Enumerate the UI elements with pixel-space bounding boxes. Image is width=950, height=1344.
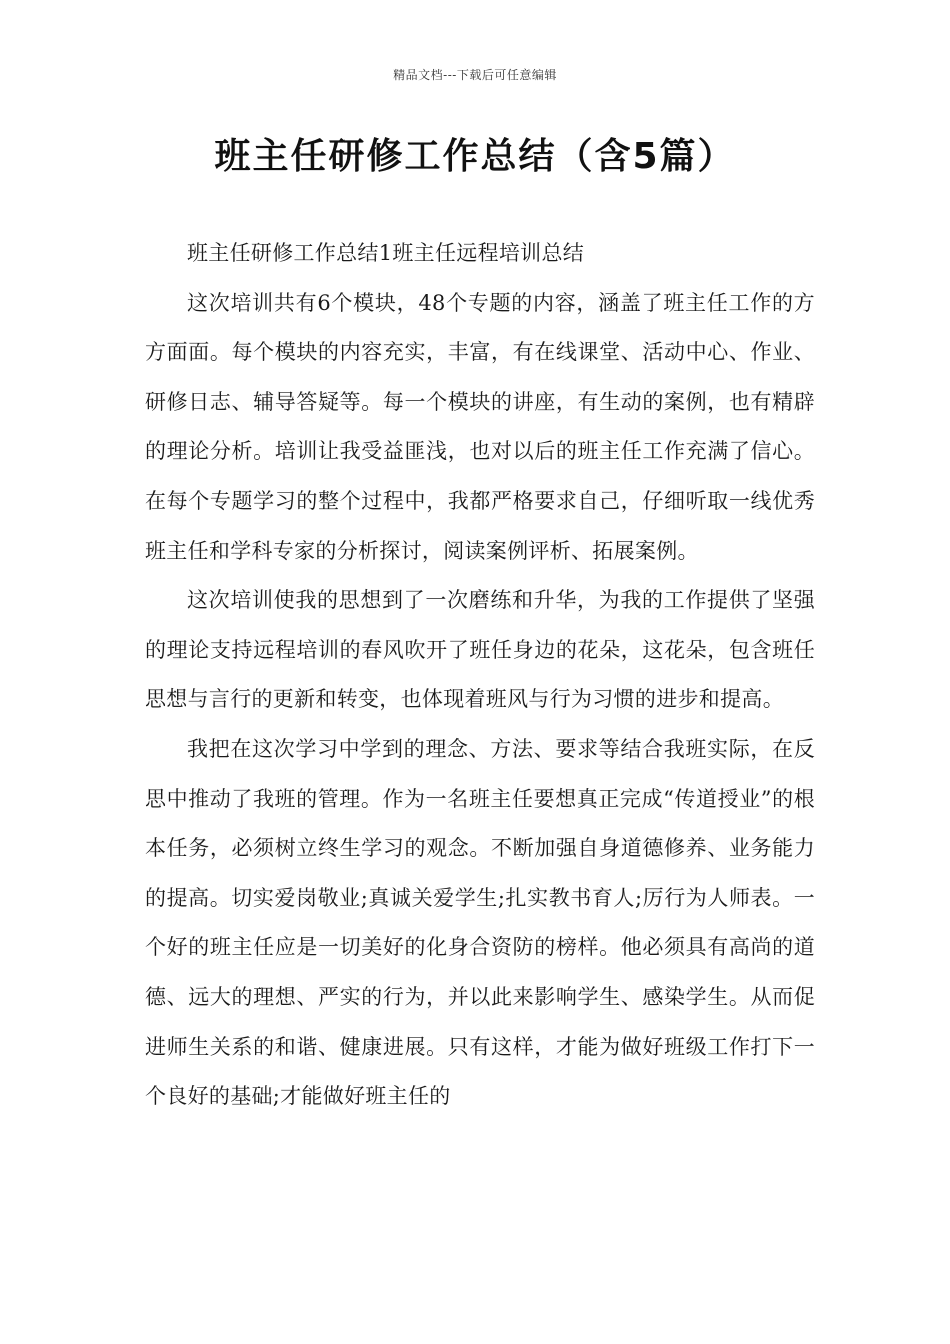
paragraph-subtitle: 班主任研修工作总结1班主任远程培训总结 bbox=[187, 241, 585, 265]
paragraph-3: 我把在这次学习中学到的理念、方法、要求等结合我班实际，在反思中推动了我班的管理。作为一名班主任要想真正完成“传道授业”的根本任务，必须树立终生学习的观念。不断加强自身道德修养、业务能力的提高。切实爱岗敬业;真诚关爱学生;扎实教书育人;厉行为人师表。一个好的班主任应是一切美好的化身合资防的榜样。他必须具有高尚的道德、远大的理想、严实的行为，并以此来影响学生、感染学生。从而促进师生关系的和谐、健康进展。只有这样，才能为做好班级工作打下一个良好的基础;才能做好班主任的 bbox=[145, 736, 815, 1109]
paragraph-1: 这次培训共有6个模块，48个专题的内容，涵盖了班主任工作的方方面面。每个模块的内容充实，丰富，有在线课堂、活动中心、作业、研修日志、辅导答疑等。每一个模块的讲座，有生动的案例，也有精辟的理论分析。培训让我受益匪浅，也对以后的班主任工作充满了信心。在每个专题学习的整个过程中，我都严格要求自己，仔细听取一线优秀班主任和学科专家的分析探讨，阅读案例评析、拓展案例。 bbox=[145, 290, 815, 563]
header-note: 精品文档---下载后可任意编辑 bbox=[393, 68, 557, 82]
document-title: 班主任研修工作总结（含5篇） bbox=[214, 136, 736, 177]
document-body bbox=[145, 229, 815, 1122]
paragraph-2: 这次培训使我的思想到了一次磨练和升华，为我的工作提供了坚强的理论支持远程培训的春风吹开了班任身边的花朵，这花朵，包含班任思想与言行的更新和转变，也体现着班风与行为习惯的进步和提高。 bbox=[145, 588, 815, 712]
